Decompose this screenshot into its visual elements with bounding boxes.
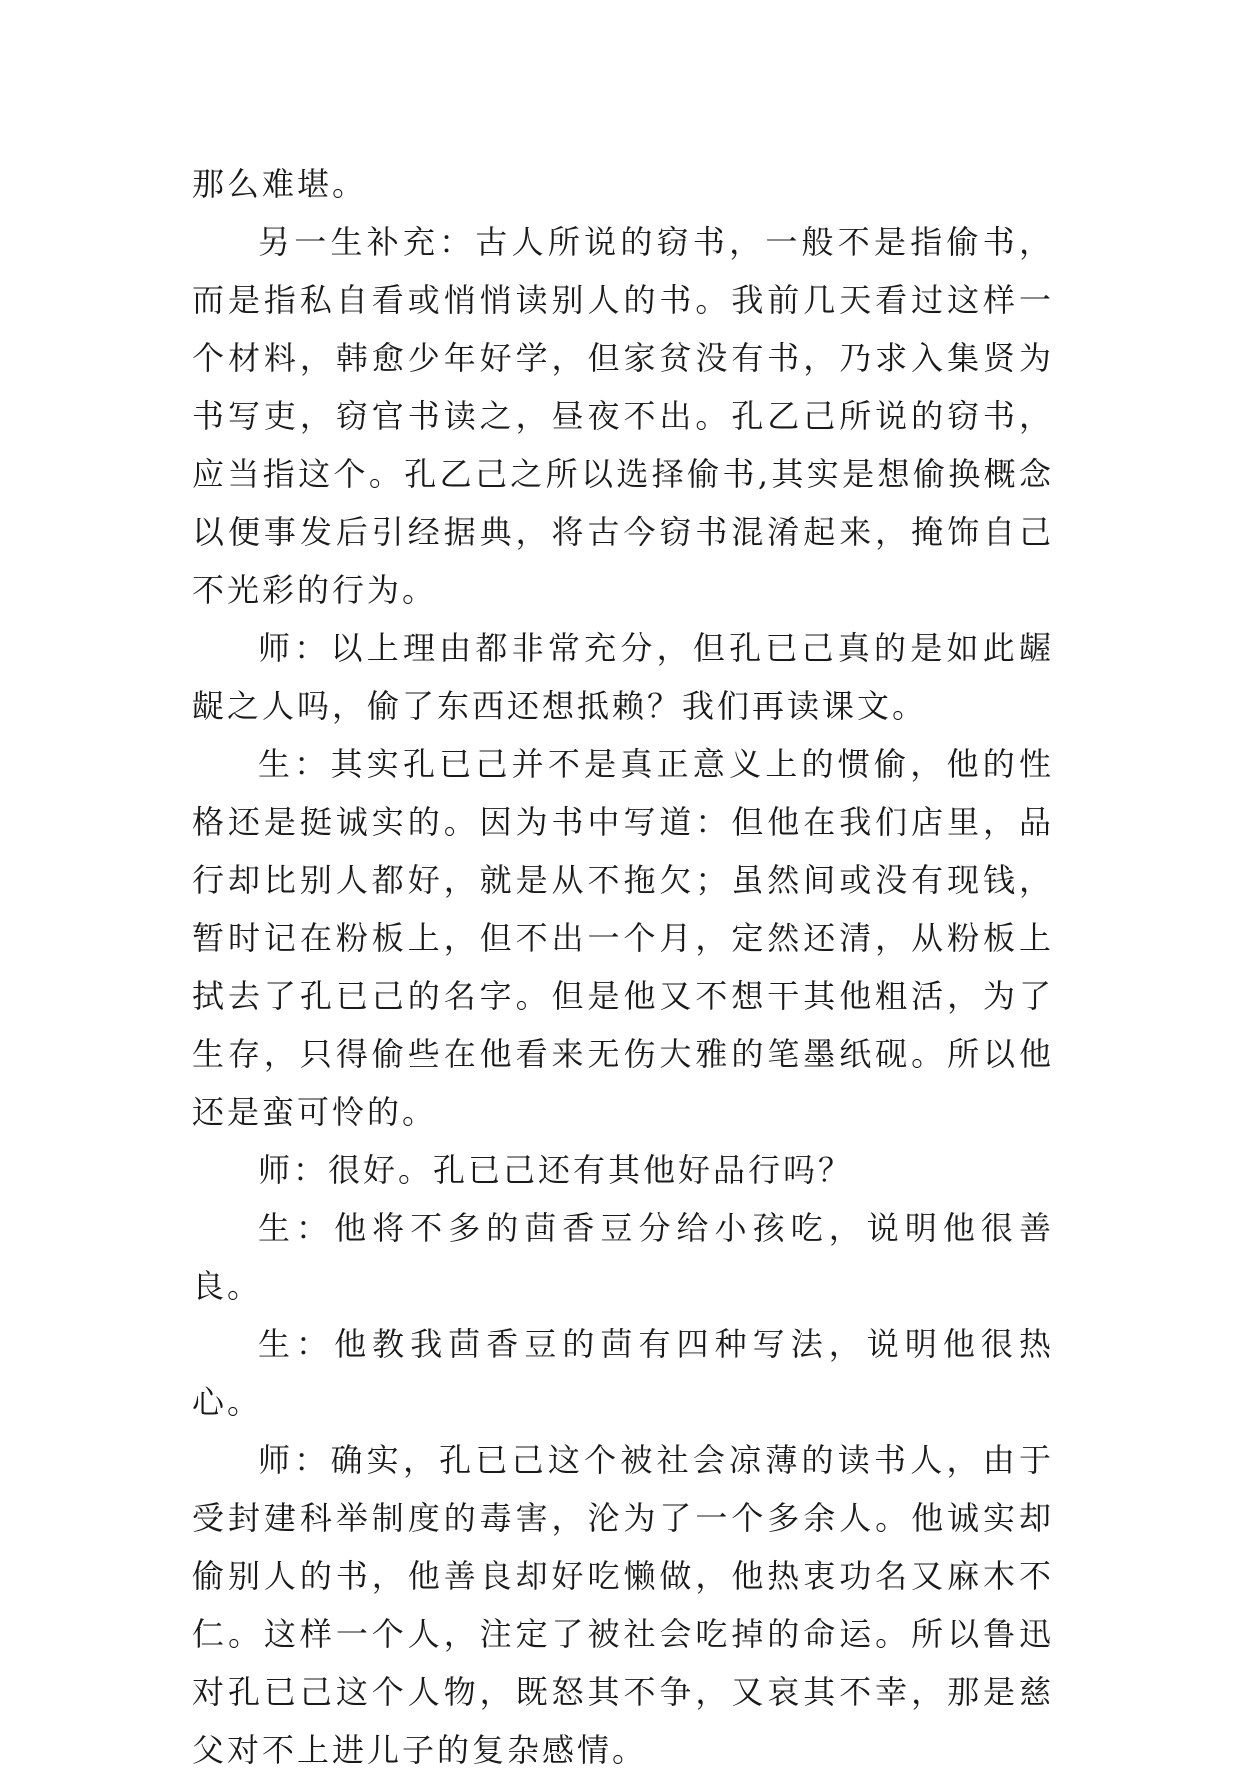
paragraph-continuation: 那么难堪。 [192,165,368,203]
paragraph-student-helpfulness: 生：他教我茴香豆的茴有四种写法，说明他很热心。 [192,1325,1054,1421]
paragraph-student-supplement: 另一生补充：古人所说的窃书，一般不是指偷书，而是指私自看或悄悄读别人的书。我前几天看过这样一个材料，韩愈少年好学，但家贫没有书，乃求入集贤为书写吏，窃官书读之，昼夜不出。孔乙己所说的窃书，应当指这个。孔乙己之所以选择偷书,其实是想偷换概念以便事发后引经据典，将古今窃书混淆起来，掩饰自己不光彩的行为。 [192,223,1054,609]
paragraph-student-kindness: 生：他将不多的茴香豆分给小孩吃，说明他很善良。 [192,1209,1054,1305]
paragraph-teacher-conclusion: 师：确实，孔已己这个被社会凉薄的读书人，由于受封建科举制度的毒害，沦为了一个多余人。他诚实却偷别人的书，他善良却好吃懒做，他热衷功名又麻木不仁。这样一个人，注定了被社会吃掉的命运。所以鲁迅对孔已己这个人物，既怒其不争，又哀其不幸，那是慈父对不上进儿子的复杂感情。 [192,1441,1054,1769]
paragraph-student-honesty: 生：其实孔已己并不是真正意义上的惯偷，他的性格还是挺诚实的。因为书中写道：但他在我们店里，品行却比别人都好，就是从不拖欠；虽然间或没有现钱，暂时记在粉板上，但不出一个月，定然还清，从粉板上拭去了孔已己的名字。但是他又不想干其他粗活，为了生存，只得偷些在他看来无伤大雅的笔墨纸砚。所以他还是蛮可怜的。 [192,745,1054,1131]
paragraph-teacher-question: 师：以上理由都非常充分，但孔已己真的是如此龌龊之人吗，偷了东西还想抵赖？我们再读课文。 [192,629,1054,725]
document-body [192,155,1054,1779]
paragraph-teacher-followup: 师：很好。孔已己还有其他好品行吗？ [258,1151,854,1189]
